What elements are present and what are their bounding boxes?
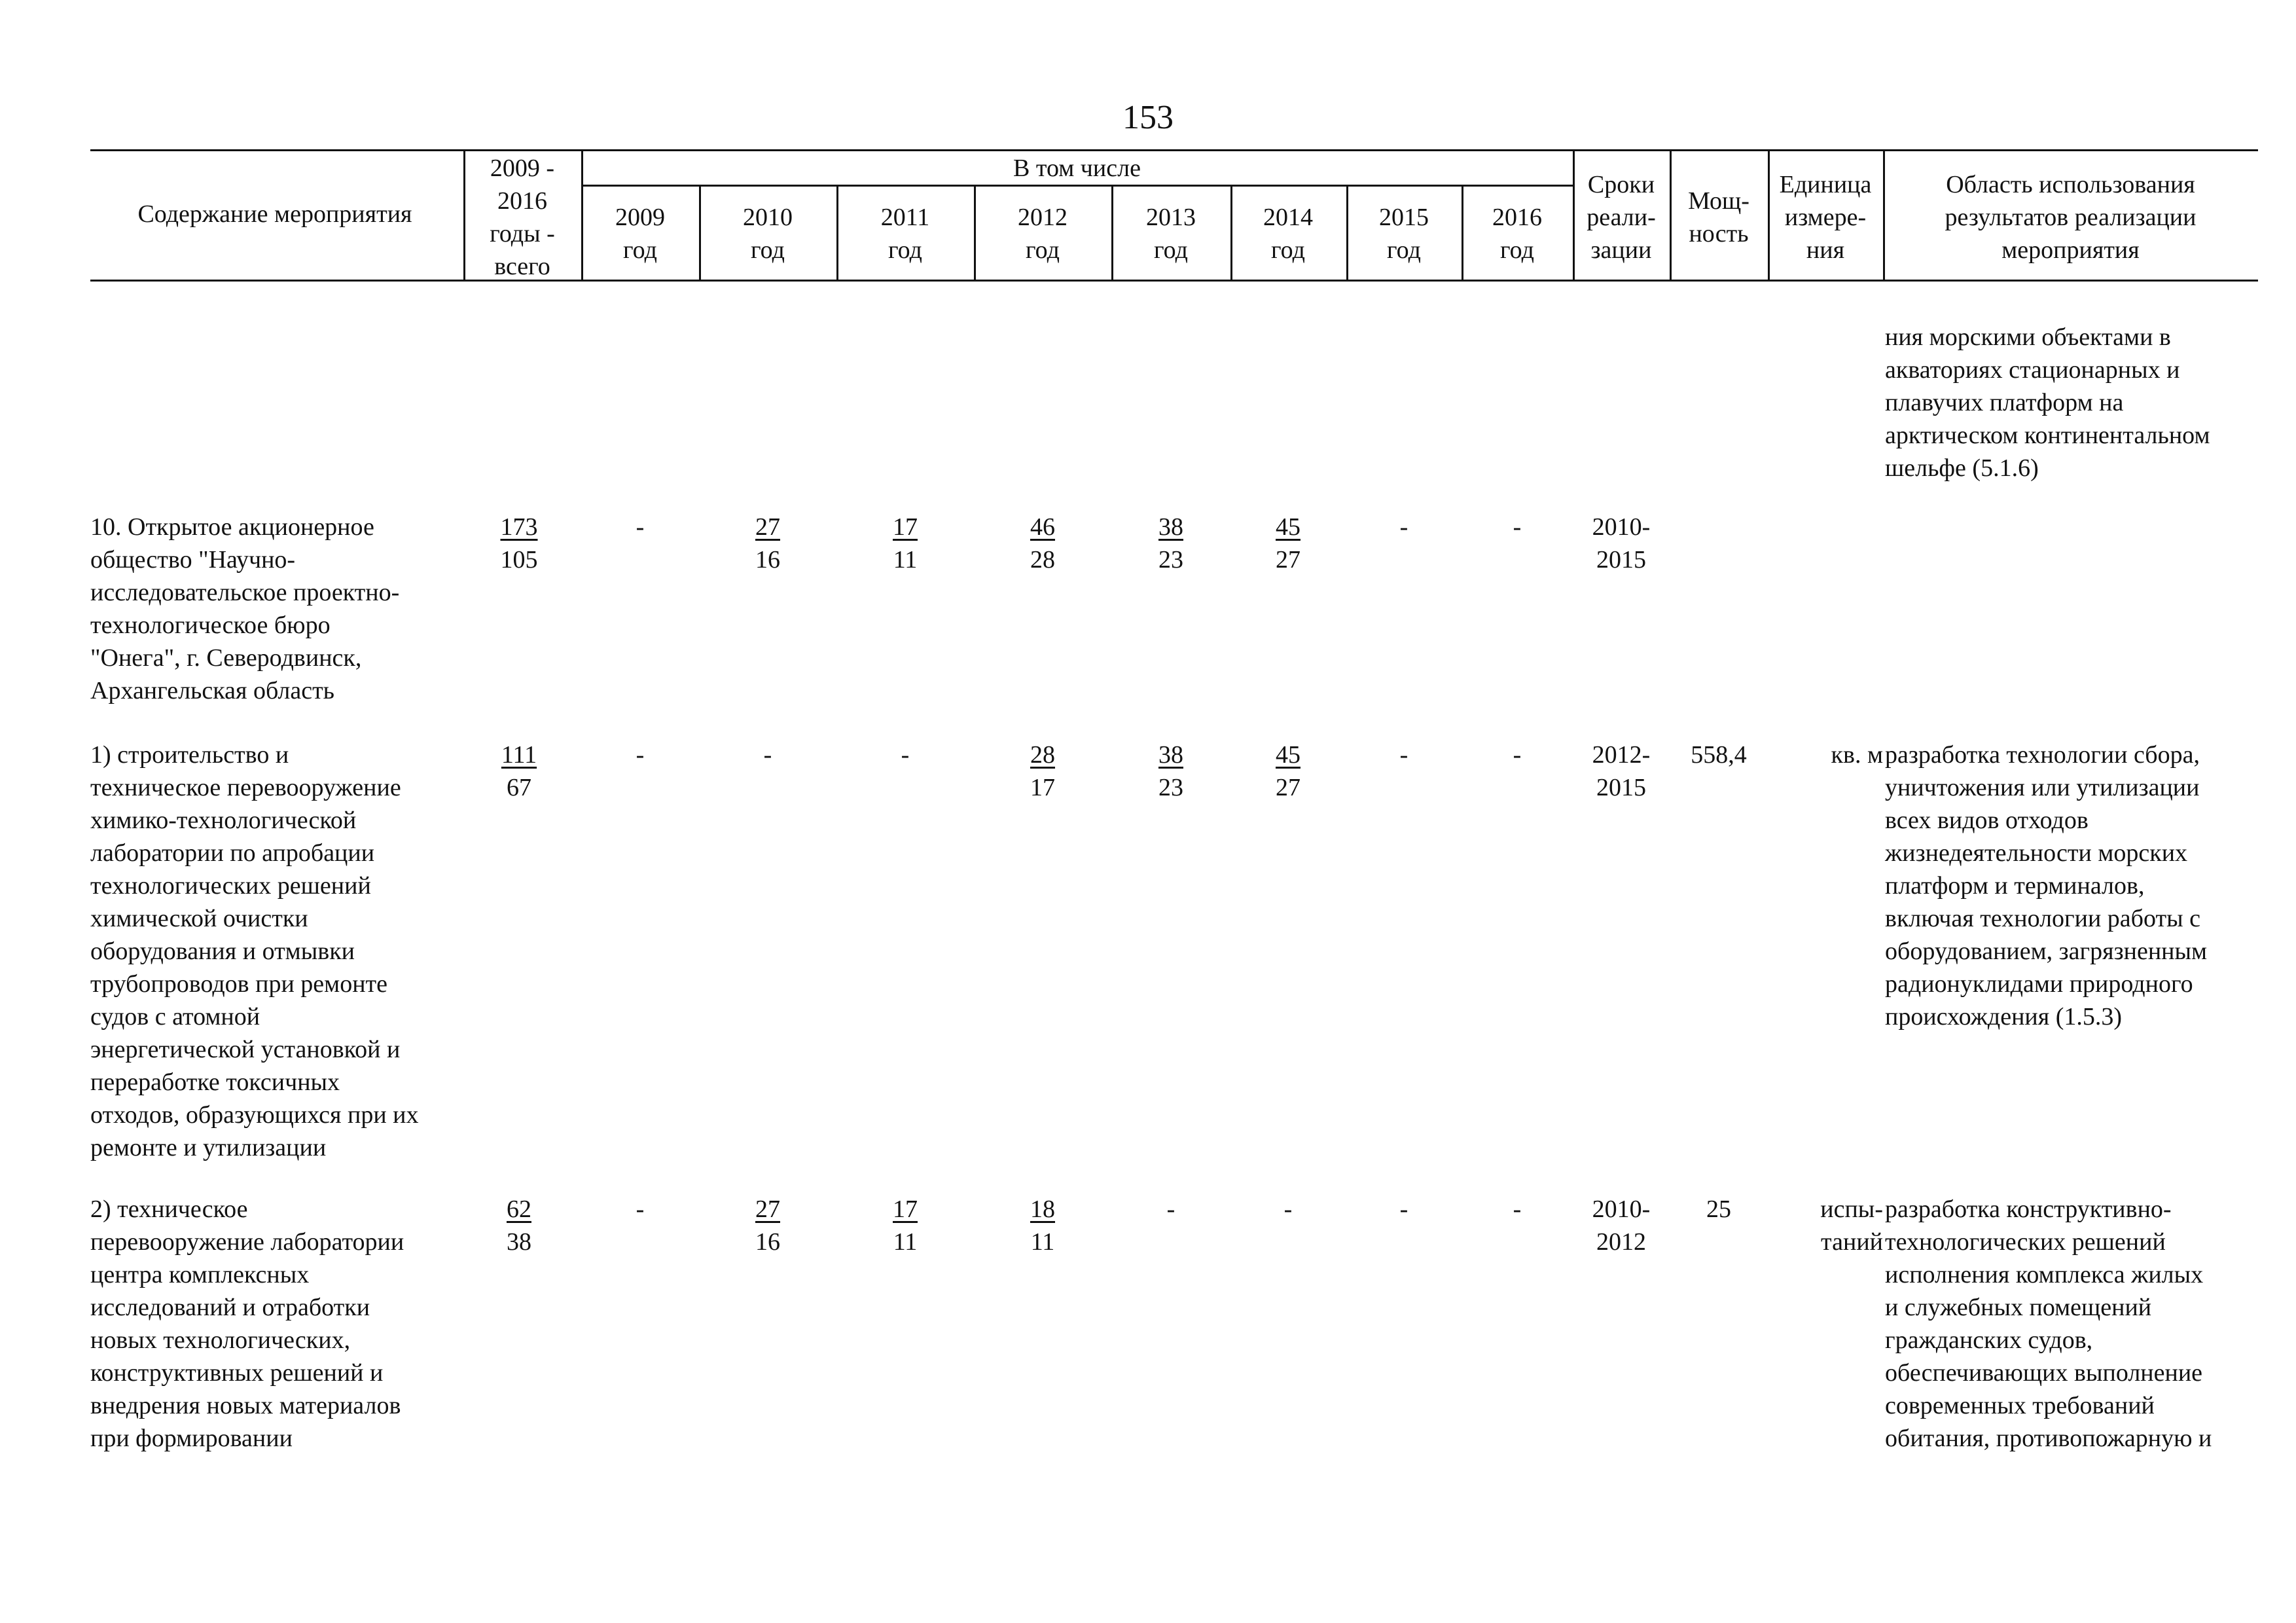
- area-line: плавучих платформ на: [1885, 389, 2124, 416]
- area-line: шельфе (5.1.6): [1885, 454, 2039, 482]
- row-year-value: [1132, 511, 1210, 576]
- content-line: 2) техническое: [90, 1195, 248, 1223]
- table-top-rule: [90, 149, 2258, 151]
- value-denominator: 28: [1030, 546, 1055, 574]
- content-line: исследований и отработки: [90, 1294, 370, 1321]
- row-year-value: [866, 739, 944, 771]
- column-divider: [699, 185, 701, 280]
- terms-line: 2010-: [1592, 513, 1651, 541]
- value-numerator: -: [1513, 1195, 1522, 1223]
- header-unit-line: измере-: [1784, 204, 1867, 231]
- value-denominator: 23: [1158, 546, 1183, 574]
- value-denominator: 27: [1276, 546, 1300, 574]
- continuation-area: [1885, 321, 2265, 484]
- header-terms-line: реали-: [1587, 204, 1656, 231]
- header-unit-line: ния: [1806, 236, 1845, 264]
- row-unit: испы- таний: [1820, 1195, 1883, 1256]
- header-year: [588, 201, 692, 266]
- content-line: лаборатории по апробации: [90, 839, 375, 867]
- value-numerator: -: [636, 1195, 645, 1223]
- row-year-value: [1003, 1193, 1082, 1258]
- header-area-line: мероприятия: [2001, 236, 2140, 264]
- area-line: уничтожения или утилизации: [1885, 774, 2200, 801]
- value-denominator: 17: [1030, 774, 1055, 801]
- content-line: Архангельская область: [90, 677, 335, 704]
- value-numerator: -: [636, 513, 645, 541]
- value-numerator: -: [901, 741, 910, 769]
- header-year-number: 2014: [1263, 204, 1313, 231]
- row-year-value: [1478, 1193, 1556, 1226]
- value-numerator: -: [1399, 741, 1408, 769]
- row-year-value: [1249, 511, 1327, 576]
- header-year-number: 2010: [743, 204, 793, 231]
- area-line: включая технологии работы с: [1885, 905, 2200, 932]
- content-line: конструктивных решений и: [90, 1359, 384, 1387]
- header-area-line: результатов реализации: [1945, 204, 2197, 231]
- area-line: всех видов отходов: [1885, 807, 2089, 834]
- terms-line: 2012-: [1592, 741, 1651, 769]
- area-line: технологических решений: [1885, 1228, 2166, 1256]
- header-total-line: 2016: [497, 187, 547, 215]
- row-year-value: [1249, 1193, 1327, 1226]
- header-terms: [1573, 168, 1670, 266]
- header-content: Содержание мероприятия: [137, 200, 412, 228]
- header-year-number: 2016: [1492, 204, 1542, 231]
- value-denominator: 27: [1276, 774, 1300, 801]
- row-terms: [1573, 739, 1670, 804]
- value-numerator: -: [1513, 513, 1522, 541]
- value-numerator: -: [1399, 513, 1408, 541]
- row-year-value: [1478, 739, 1556, 771]
- header-year-word: год: [623, 236, 657, 264]
- header-year-number: 2015: [1379, 204, 1429, 231]
- row-year-value: [1365, 739, 1443, 771]
- area-line: ния морскими объектами в: [1885, 323, 2171, 351]
- area-line: радионуклидами природного: [1885, 970, 2193, 998]
- area-line: гражданских судов,: [1885, 1326, 2093, 1354]
- header-unit-line: Единица: [1779, 171, 1872, 198]
- row-year-value: [728, 1193, 807, 1258]
- row-year-value: [1132, 739, 1210, 804]
- header-year-word: год: [751, 236, 785, 264]
- value-numerator: -: [636, 741, 645, 769]
- header-year-number: 2011: [880, 204, 930, 231]
- row-year-value: [866, 1193, 944, 1258]
- value-numerator: 38: [1158, 741, 1183, 769]
- content-line: трубопроводов при ремонте: [90, 970, 387, 998]
- value-denominator: 11: [1030, 1228, 1055, 1256]
- content-line: судов с атомной: [90, 1003, 260, 1030]
- value-numerator: -: [1283, 1195, 1293, 1223]
- value-numerator: 17: [893, 513, 918, 541]
- terms-line: 2015: [1596, 774, 1646, 801]
- row-year-value: [1249, 739, 1327, 804]
- area-line: обитания, противопожарную и: [1885, 1425, 2212, 1452]
- row-capacity: 558,4: [1691, 741, 1747, 769]
- value-numerator: 62: [507, 1195, 531, 1223]
- content-line: центра комплексных: [90, 1261, 310, 1288]
- row-year-value: [1003, 739, 1082, 804]
- value-denominator: 105: [500, 546, 538, 574]
- content-line: техническое перевооружение: [90, 774, 401, 801]
- row-content: [90, 1193, 470, 1455]
- column-divider: [1230, 185, 1232, 280]
- header-year: [853, 201, 958, 266]
- area-line: и служебных помещений: [1885, 1294, 2152, 1321]
- area-line: арктическом континентальном: [1885, 422, 2210, 449]
- value-numerator: 27: [755, 513, 780, 541]
- row-year-value: [866, 511, 944, 576]
- row-area: [1885, 739, 2265, 1033]
- header-year-number: 2013: [1146, 204, 1196, 231]
- value-numerator: -: [1166, 1195, 1175, 1223]
- value-numerator: -: [1513, 741, 1522, 769]
- value-denominator: 11: [893, 546, 918, 574]
- column-divider: [836, 185, 838, 280]
- header-total-line: всего: [494, 253, 550, 280]
- header-year-word: год: [1387, 236, 1421, 264]
- header-year: [715, 201, 820, 266]
- value-numerator: 173: [500, 513, 538, 541]
- row-terms: [1573, 1193, 1670, 1258]
- area-line: оборудованием, загрязненным: [1885, 938, 2208, 965]
- column-divider: [1346, 185, 1348, 280]
- content-line: "Онега", г. Северодвинск,: [90, 644, 362, 672]
- row-total: [480, 1193, 558, 1258]
- area-line: современных требований: [1885, 1392, 2155, 1419]
- area-line: происхождения (1.5.3): [1885, 1003, 2123, 1030]
- row-capacity: 25: [1706, 1195, 1731, 1223]
- row-year-value: [1003, 511, 1082, 576]
- value-denominator: 67: [507, 774, 531, 801]
- value-numerator: 45: [1276, 741, 1300, 769]
- column-divider: [974, 185, 976, 280]
- value-denominator: 38: [507, 1228, 531, 1256]
- content-line: общество "Научно-: [90, 546, 296, 574]
- row-content: [90, 739, 470, 1164]
- row-total: [480, 739, 558, 804]
- column-divider: [1111, 185, 1113, 280]
- content-line: энергетической установкой и: [90, 1036, 401, 1063]
- content-line: новых технологических,: [90, 1326, 351, 1354]
- header-terms-line: зации: [1590, 236, 1652, 264]
- header-capacity-line: ность: [1689, 220, 1749, 247]
- row-year-value: [728, 511, 807, 576]
- content-line: переработке токсичных: [90, 1068, 340, 1096]
- terms-line: 2012: [1596, 1228, 1646, 1256]
- header-year-number: 2009: [615, 204, 665, 231]
- value-numerator: -: [1399, 1195, 1408, 1223]
- header-total-line: 2009 -: [490, 155, 555, 182]
- header-year-word: год: [1271, 236, 1305, 264]
- content-line: при формировании: [90, 1425, 293, 1452]
- value-numerator: 111: [501, 741, 537, 769]
- area-line: исполнения комплекса жилых: [1885, 1261, 2204, 1288]
- header-capacity: [1670, 185, 1768, 250]
- value-numerator: 38: [1158, 513, 1183, 541]
- content-line: перевооружение лаборатории: [90, 1228, 404, 1256]
- page-number: 153: [1122, 99, 1174, 136]
- row-terms: [1573, 511, 1670, 576]
- row-area: [1885, 1193, 2265, 1455]
- row-year-value: [601, 739, 679, 771]
- area-line: акваториях стационарных и: [1885, 356, 2180, 384]
- value-denominator: 16: [755, 546, 780, 574]
- header-including: В том числе: [1013, 155, 1141, 182]
- content-line: 10. Открытое акционерное: [90, 513, 374, 541]
- content-line: химико-технологической: [90, 807, 357, 834]
- content-line: 1) строительство и: [90, 741, 289, 769]
- value-denominator: 23: [1158, 774, 1183, 801]
- header-year: [1236, 201, 1340, 266]
- column-divider: [1462, 185, 1463, 280]
- content-line: технологических решений: [90, 872, 371, 900]
- table-header-bottom-rule: [90, 280, 2258, 282]
- header-year-word: год: [1026, 236, 1060, 264]
- value-numerator: 17: [893, 1195, 918, 1223]
- header-year-word: год: [888, 236, 922, 264]
- header-year: [1465, 201, 1570, 266]
- including-subrule: [581, 185, 1573, 187]
- row-year-value: [728, 739, 807, 771]
- value-denominator: 11: [893, 1228, 918, 1256]
- value-numerator: 45: [1276, 513, 1300, 541]
- value-numerator: 46: [1030, 513, 1055, 541]
- row-year-value: [1365, 1193, 1443, 1226]
- content-line: химической очистки: [90, 905, 308, 932]
- content-line: ремонте и утилизации: [90, 1134, 327, 1161]
- header-year-word: год: [1154, 236, 1188, 264]
- header-year: [1352, 201, 1456, 266]
- header-total-line: годы -: [490, 220, 555, 247]
- header-unit: [1768, 168, 1883, 266]
- header-capacity-line: Мощ-: [1688, 187, 1749, 215]
- row-year-value: [1478, 511, 1556, 543]
- terms-line: 2010-: [1592, 1195, 1651, 1223]
- terms-line: 2015: [1596, 546, 1646, 574]
- content-line: исследовательское проектно-: [90, 579, 400, 606]
- content-line: внедрения новых материалов: [90, 1392, 401, 1419]
- header-year-number: 2012: [1018, 204, 1067, 231]
- area-line: платформ и терминалов,: [1885, 872, 2145, 900]
- content-line: оборудования и отмывки: [90, 938, 355, 965]
- header-year: [1119, 201, 1223, 266]
- area-line: обеспечивающих выполнение: [1885, 1359, 2203, 1387]
- area-line: разработка конструктивно-: [1885, 1195, 2172, 1223]
- value-numerator: 27: [755, 1195, 780, 1223]
- content-line: технологическое бюро: [90, 611, 331, 639]
- row-total: [480, 511, 558, 576]
- value-numerator: 18: [1030, 1195, 1055, 1223]
- header-area: [1883, 168, 2258, 266]
- value-denominator: 16: [755, 1228, 780, 1256]
- row-content: [90, 511, 470, 707]
- area-line: жизнедеятельности морских: [1885, 839, 2188, 867]
- row-year-value: [1365, 511, 1443, 543]
- header-area-line: Область использования: [1946, 171, 2195, 198]
- content-line: отходов, образующихся при их: [90, 1101, 419, 1129]
- header-year-word: год: [1500, 236, 1534, 264]
- header-terms-line: Сроки: [1587, 171, 1655, 198]
- value-numerator: 28: [1030, 741, 1055, 769]
- header-total: [463, 152, 581, 283]
- row-year-value: [1132, 1193, 1210, 1226]
- row-year-value: [601, 1193, 679, 1226]
- row-unit: кв. м: [1831, 741, 1883, 769]
- header-year: [990, 201, 1095, 266]
- value-numerator: -: [763, 741, 772, 769]
- row-year-value: [601, 511, 679, 543]
- area-line: разработка технологии сбора,: [1885, 741, 2200, 769]
